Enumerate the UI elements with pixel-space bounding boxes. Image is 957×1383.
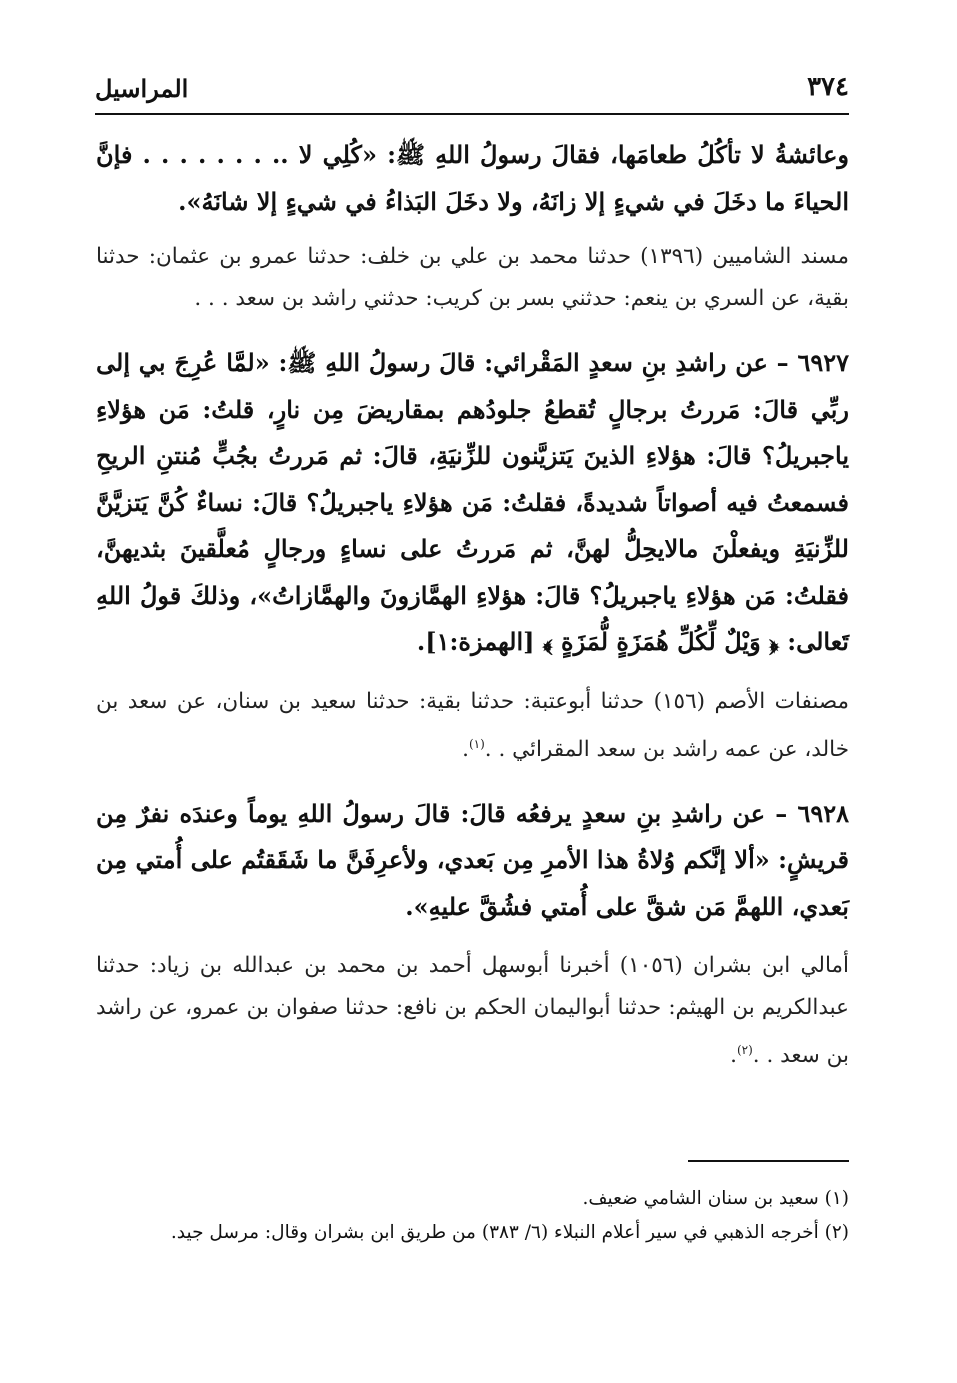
footnote-reference: (١)	[468, 736, 485, 751]
running-title: المراسيل	[95, 74, 189, 103]
hadith-text: وعائشةُ لا تأكُلُ طعامَها، فقالَ رسولُ اللهِ ﷺ: «كُلِي لا .. . . . . . . . فإنَّ الحياءَ ما دخَلَ في شيءٍ إلا زانَهُ، ولا دخَلَ البَذاءُ في شيءٍ إلا شانَهُ».	[96, 140, 849, 216]
hadith-number: ٦٩٢٧	[797, 348, 849, 377]
page-number: ٣٧٤	[807, 72, 849, 102]
hadith-paragraph	[96, 791, 849, 931]
hadith-text: – عن راشدِ بنِ سعدٍ المَقْرائي: قالَ رسولُ اللهِ ﷺ: «لمَّا عُرِجَ بي إلى ربِّي قالَ: مَررتُ برجالٍ تُقطعُ جلودُهم بمقاريضَ مِن نارٍ، قلتُ: مَن هؤلاءِ ياجبريلُ؟ قالَ: هؤلاءِ الذينَ يَتزيَّنون للزِّنيَةِ، قالَ: ثم مَررتُ بجُبٍّ مُنتنِ الريحِ فسمعتُ فيه أصواتاً شديدةً، فقلتُ: مَن هؤلاءِ ياجبريلُ؟ قالَ: نساءٌ كُنَّ يَتزيَّنَّ للزِّنيَةِ ويفعلْنَ مالايحِلُّ لهنَّ، ثم مَررتُ على نساءٍ ورجالٍ مُعلَّقينَ بثديهنَّ، فقلتُ: مَن هؤلاءِ ياجبريلُ؟ قالَ: هؤلاءِ الهمَّازونَ والهمَّازاتُ»، وذلكَ قولُ اللهِ تَعالى: ﴿ وَيْلٌ لِّكُلِّ هُمَزَةٍ لُّمَزَةٍ ﴾ [الهمزة:١].	[96, 348, 849, 656]
page-header	[95, 70, 849, 110]
header-rule	[95, 113, 849, 115]
footnote-reference: (٢)	[736, 1043, 753, 1058]
hadith-paragraph	[96, 340, 849, 666]
footnote	[96, 1216, 849, 1250]
hadith-paragraph	[96, 132, 849, 225]
footnote-rule	[688, 1160, 849, 1162]
footnote-marker: (٢)	[824, 1222, 849, 1243]
footnote-text: سعيد بن سنان الشامي ضعيف.	[582, 1188, 819, 1209]
hadith-number: ٦٩٢٨	[797, 798, 850, 828]
footnote	[96, 1182, 849, 1216]
source-paragraph: مصنفات الأصم (١٥٦) حدثنا أبوعتبة: حدثنا بقية: حدثنا سعيد بن سنان، عن سعد بن خالد، عن عمه راشد بن سعد المقرائي . .$^{(١)}$.	[96, 688, 849, 762]
source-paragraph: أمالي ابن بشران (١٠٥٦) أخبرنا أبوسهل أحمد بن محمد بن عبدالله بن زياد: حدثنا عبدالكريم بن الهيثم: حدثنا أبواليمان الحكم بن نافع: حدثنا صفوان بن عمرو، عن راشد بن سعد . .$^{(٢)}$.	[96, 953, 849, 1069]
footnotes	[96, 1182, 849, 1250]
source-paragraph	[96, 236, 849, 320]
source-text: أمالي ابن بشران (١٠٥٦) أخبرنا أبوسهل أحمد بن محمد بن عبدالله بن زياد: حدثنا عبدالكريم بن الهيثم: حدثنا أبواليمان الحكم بن نافع: حدثنا صفوان بن عمرو، عن راشد بن سعد . .	[96, 953, 849, 1069]
page-body	[96, 132, 849, 1077]
footnote-marker: (١)	[824, 1188, 849, 1209]
source-text: مسند الشاميين (١٣٩٦) حدثنا محمد بن علي بن خلف: حدثنا عمرو بن عثمان: حدثنا بقية، عن السري بن ينعم: حدثني بسر بن كريب: حدثني راشد بن سعد . . .	[96, 244, 849, 311]
hadith-text: – عن راشدِ بنِ سعدٍ يرفعُه قالَ: قالَ رسولُ اللهِ يوماً وعندَه نفرٌ مِن قريشٍ: «ألا إنَّكم وُلاةُ هذا الأمرِ مِن بَعدي، ولأعرِفَنَّ ما شَقَقتُم على أُمتي مِن بَعدي، اللهمَّ مَن شقَّ على أُمتي فشُقَّ عليهِ».	[96, 798, 849, 921]
source-text: مصنفات الأصم (١٥٦) حدثنا أبوعتبة: حدثنا بقية: حدثنا سعيد بن سنان، عن سعد بن خالد، عن عمه راشد بن سعد المقرائي . .	[96, 688, 849, 762]
footnote-text: أخرجه الذهبي في سير أعلام النبلاء (٦/ ٣٨٣) من طريق ابن بشران وقال: مرسل جيد.	[170, 1222, 819, 1243]
